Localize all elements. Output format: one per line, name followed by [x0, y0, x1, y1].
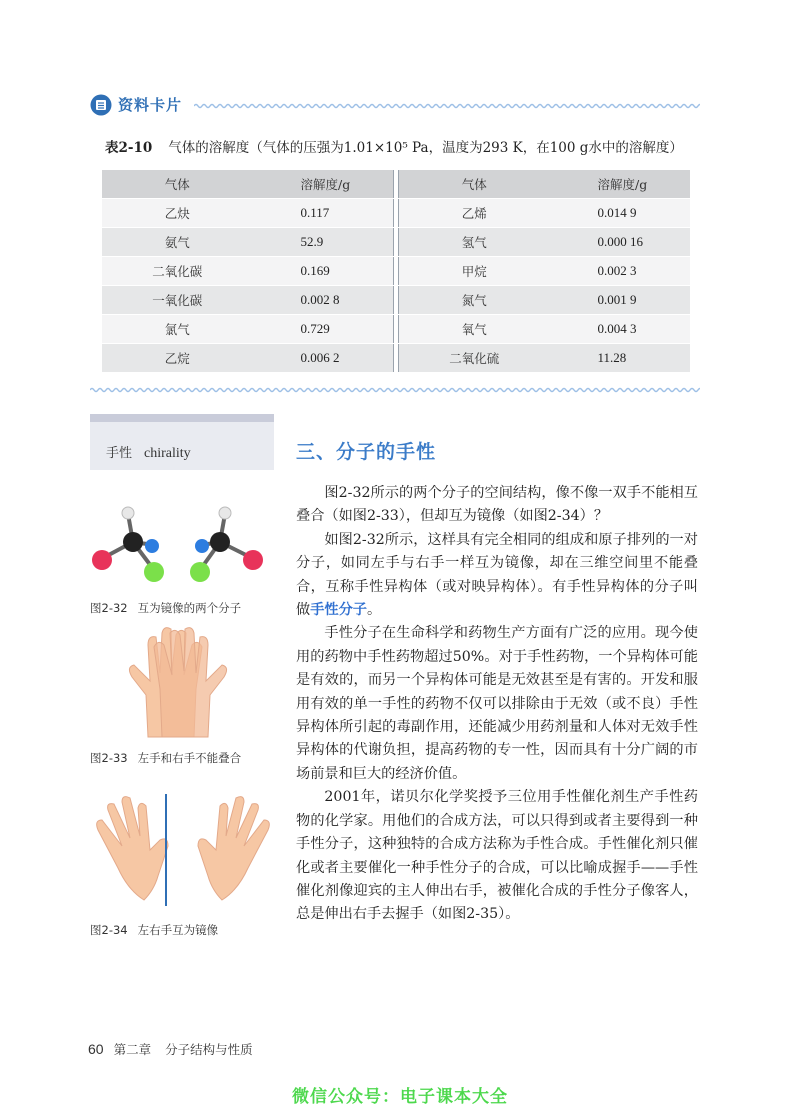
- table-cell: 二氧化硫: [398, 344, 549, 373]
- table-header: 溶解度/g: [549, 170, 690, 199]
- watermark-text: 微信公众号：电子课本大全: [292, 1087, 508, 1107]
- table-cell: 0.002 8: [253, 286, 394, 315]
- info-card-header: [90, 92, 700, 120]
- table-row: [102, 315, 690, 344]
- table-header: 溶解度/g: [253, 170, 394, 199]
- paragraph: 手性分子在生命科学和药物生产方面有广泛的应用。现今使用的药物中手性药物超过50%。对于手性药物，一个异构体可能是有效的，而另一个异构体可能是无效甚至是有害的。开发和服用有效的单一手性的药物不仅可以排除由于无效（或不良）手性异构体所引起的毒副作用，还能减少用药剂量和人体对无效手性异构体的代谢负担，提高药物的专一性，因而具有十分广阔的市场前景和巨大的经济价值。: [296, 625, 698, 782]
- table-cell: 氯气: [102, 315, 253, 344]
- paragraph: 图2-32所示的两个分子的空间结构，像不像一双手不能相互叠合（如图2-33），但却互为镜像（如图2-34）？: [296, 485, 698, 525]
- figure-number: 图2-32: [90, 601, 128, 615]
- term-zh: 手性: [106, 446, 133, 461]
- table-header: 气体: [102, 170, 253, 199]
- table-cell: 一氧化碳: [102, 286, 253, 315]
- table-row: [102, 344, 690, 373]
- figure-number: 图2-33: [90, 751, 128, 765]
- table-cell: 0.006 2: [253, 344, 394, 373]
- chapter-title: 分子结构与性质: [165, 1042, 253, 1057]
- page-number: 60: [88, 1041, 104, 1057]
- table-cell: 0.117: [253, 199, 394, 228]
- figure-caption-text: 左手和右手不能叠合: [137, 751, 242, 765]
- table-cell: 氧气: [398, 315, 549, 344]
- keyword-chiral-molecule: 手性分子: [310, 602, 367, 619]
- figure-caption-text: 左右手互为镜像: [137, 923, 219, 937]
- term-en: chirality: [144, 446, 191, 461]
- term: [106, 442, 191, 462]
- mirrored-hands-figure: [88, 790, 278, 908]
- figure-caption: [90, 922, 218, 938]
- overlapping-hands-figure: [118, 625, 238, 740]
- table-row: [102, 228, 690, 257]
- table-cell: 11.28: [549, 344, 690, 373]
- table-cell: 0.169: [253, 257, 394, 286]
- figure-caption: [90, 600, 241, 616]
- term-box: [90, 414, 274, 470]
- table-cell: 0.014 9: [549, 199, 690, 228]
- table-cell: 氨气: [102, 228, 253, 257]
- figure-number: 图2-34: [90, 923, 128, 937]
- table-header: 气体: [398, 170, 549, 199]
- table-cell: 0.729: [253, 315, 394, 344]
- book-icon: [90, 94, 112, 116]
- table-cell: 0.002 3: [549, 257, 690, 286]
- info-card-title: 资料卡片: [118, 96, 183, 114]
- paragraph: 2001年，诺贝尔化学奖授予三位用手性催化剂生产手性药物的化学家。用他们的合成方法，可以只得到或者主要得到一种手性分子，这种独特的合成方法称为手性合成。手性催化剂只催化或者主要催化一种手性分子的合成，可以比喻成握手——手性催化剂像迎宾的主人伸出右手，被催化合成的手性分子像客人，总是伸出右手去握手（如图2-35）。: [296, 789, 698, 923]
- table-cell: 氮气: [398, 286, 549, 315]
- table-cell: 乙炔: [102, 199, 253, 228]
- table-caption-text: 气体的溶解度（气体的压强为1.01×10⁵ Pa，温度为293 K，在100 g水中的溶解度）: [168, 140, 683, 156]
- table-row: [102, 286, 690, 315]
- body-text: [296, 482, 698, 927]
- table-cell: 0.004 3: [549, 315, 690, 344]
- table-row: [102, 257, 690, 286]
- table-cell: 0.001 9: [549, 286, 690, 315]
- table-row: [102, 199, 690, 228]
- table-number: 表2-10: [105, 140, 153, 156]
- table-caption: [105, 136, 705, 156]
- page-footer: [88, 1040, 253, 1058]
- solubility-table: [102, 170, 690, 373]
- section-title: 三、分子的手性: [296, 441, 437, 463]
- table-cell: 二氧化碳: [102, 257, 253, 286]
- paragraph: [296, 529, 698, 623]
- mirror-molecules-figure: [88, 500, 278, 592]
- paragraph-text: 如图2-32所示，这样具有完全相同的组成和原子排列的一对分子，如同左手与右手一样互为镜像，却在三维空间里不能叠合，互称手性异构体（或对映异构体）。有手性异构体的分子叫做: [296, 531, 698, 619]
- table-cell: 氢气: [398, 228, 549, 257]
- paragraph-text: 。: [366, 602, 382, 619]
- figure-caption: [90, 750, 241, 766]
- table-cell: 52.9: [253, 228, 394, 257]
- chapter-label: 第二章: [113, 1042, 152, 1057]
- table-cell: 乙烯: [398, 199, 549, 228]
- table-cell: 甲烷: [398, 257, 549, 286]
- table-header-row: [102, 170, 690, 199]
- table-cell: 乙烷: [102, 344, 253, 373]
- figure-caption-text: 互为镜像的两个分子: [137, 601, 242, 615]
- table-cell: 0.000 16: [549, 228, 690, 257]
- wave-divider: [90, 386, 700, 394]
- wave-divider: [194, 102, 700, 110]
